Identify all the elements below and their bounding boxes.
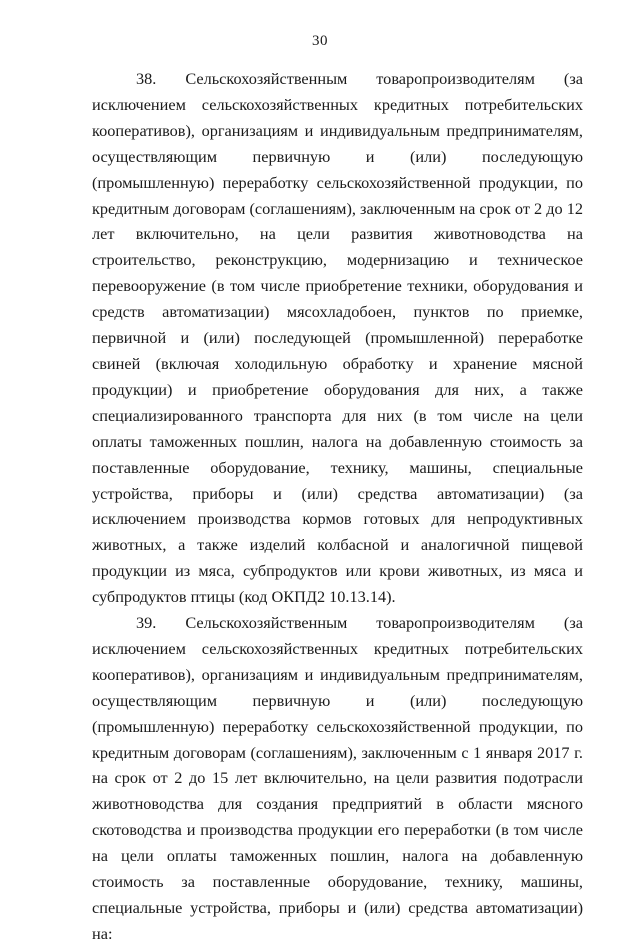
paragraph-39: 39. Сельскохозяйственным товаропроизводителям (за исключением сельскохозяйственных кредитных потребительских кооперативов), организациям и индивидуальным предпринимателям, осуществляющим первичную и (или) последующую (промышленную) переработку сельскохозяйственной продукции, по кредитным договорам (соглашениям), заключенным с 1 января 2017 г. на срок от 2 до 15 лет включительно, на цели развития подотрасли животноводства для создания предприятий в области мясного скотоводства и производства продукции его переработки (в том числе на цели оплаты таможенных пошлин, налога на добавленную стоимость за поставленные оборудование, технику, машины, специальные устройства, приборы и (или) средства автоматизации) на:: [92, 613, 583, 943]
paragraph-38: 38. Сельскохозяйственным товаропроизводителям (за исключением сельскохозяйственных кредитных потребительских кооперативов), организациям и индивидуальным предпринимателям, осуществляющим первичную и (или) последующую (промышленную) переработку сельскохозяйственной продукции, по кредитным договорам (соглашениям), заключенным на срок от 2 до 12 лет включительно, на цели развития животноводства на строительство, реконструкцию, модернизацию и техническое перевооружение (в том числе приобретение техники, оборудования и средств автоматизации) мясохладобоен, пунктов по приемке, первичной и (или) последующей (промышленной) переработке свиней (включая холодильную обработку и хранение мясной продукции) и приобретение оборудования для них, а также специализированного транспорта для них (в том числе на цели оплаты таможенных пошлин, налога на добавленную стоимость за поставленные оборудование, технику, машины, специальные устройства, приборы и (или) средства автоматизации) (за исключением производства кормов готовых для непродуктивных животных, а также изделий колбасной и аналогичной пищевой продукции из мяса, субпродуктов или крови животных, из мяса и субпродуктов птицы (код ОКПД2 10.13.14).: [92, 69, 584, 607]
document-body: [92, 66, 583, 947]
page-number: 30: [312, 33, 328, 49]
